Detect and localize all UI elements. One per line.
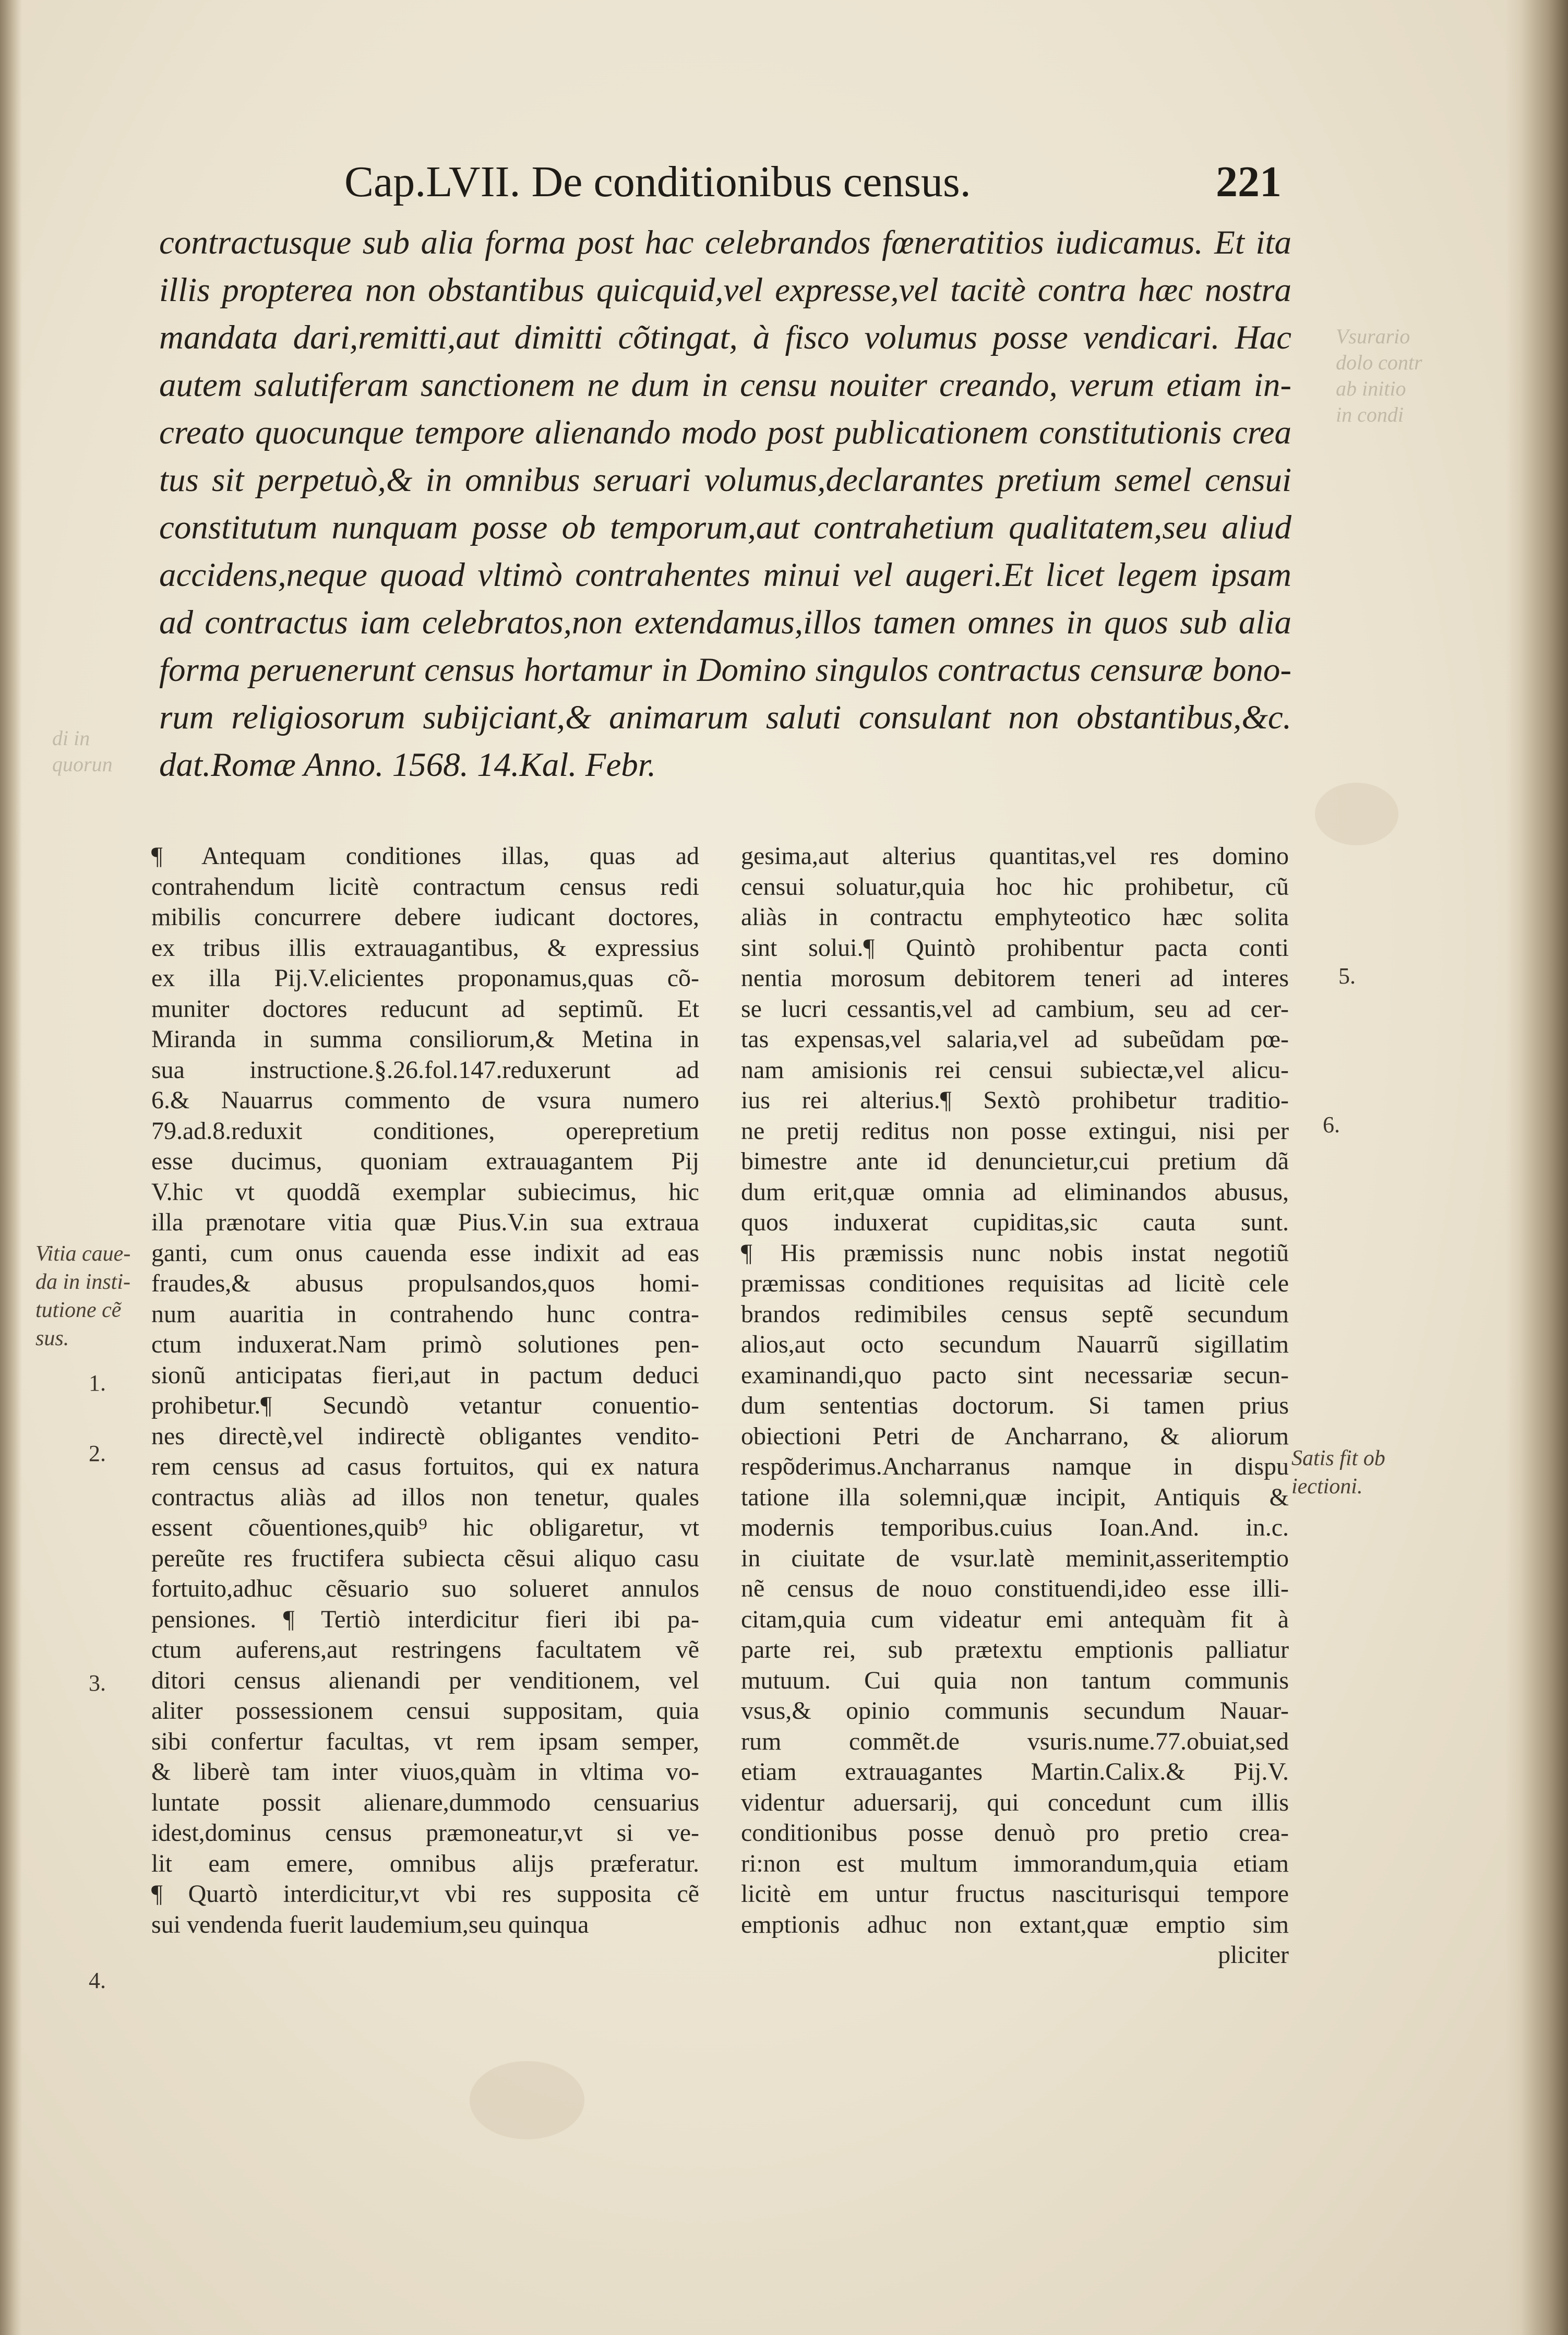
margin-note-line: iectioni. [1291,1475,1363,1499]
right-column-line: conditionibus posse denuò pro pretio crea- [741,1819,1289,1847]
left-column-line: aliter possessionem censui suppositam, quia [151,1697,699,1725]
right-column-line: licitè em untur fructus nasciturisqui tempore [741,1880,1289,1908]
left-column-line: ¶ Antequam conditiones illas, quas ad [151,842,699,870]
margin-number-5: 5. [1338,963,1356,989]
margin-note-vitia [35,1240,130,1352]
page-right-edge-shadow [1505,0,1568,2335]
left-column-line: esse ducimus, quoniam extrauagantem Pij [151,1147,699,1175]
right-column-line: gesima,aut alterius quantitas,vel res domino [741,842,1289,870]
left-column-line: mibilis concurrere debere iudicant doctores, [151,903,699,931]
right-column-line: bimestre ante id denuncietur,cui pretium dã [741,1147,1289,1175]
decree-line: constitutum nunquam posse ob temporum,aut contrahetium qualitatem,seu aliud [159,509,1291,546]
right-column-line: ri:non est multum immorandum,quia etiam [741,1849,1289,1877]
right-column-line: quos induxerat cupiditas,sic cauta sunt. [741,1208,1289,1236]
left-column-line: contrahendum licitè contractum census redi [151,872,699,901]
right-column-line: respõderimus.Ancharranus namque in dispu [741,1453,1289,1480]
right-column-line: mutuum. Cui quia non tantum communis [741,1666,1289,1694]
right-column-line: censui soluatur,quia hoc hic prohibetur, cũ [741,872,1289,901]
left-column-line: essent cõuentiones,quib⁹ hic obligaretur, vt [151,1514,699,1541]
right-column-line: tas expensas,vel salaria,vel ad subeũdam pœ- [741,1025,1289,1053]
left-column-line: V.hic vt quoddã exemplar subiecimus, hic [151,1178,699,1206]
right-column-line: videntur aduersarij, qui concedunt cum illis [741,1788,1289,1816]
left-column-line: num auaritia in contrahendo hunc contra- [151,1300,699,1328]
left-column-line: pereũte res fructifera subiecta cẽsui aliquo casu [151,1544,699,1572]
margin-number-4: 4. [89,1968,106,1993]
left-column-line: illa prænotare vitia quæ Pius.V.in sua extraua [151,1208,699,1236]
margin-note-line: tutione cẽ [35,1298,122,1322]
right-column-line: dum erit,quæ omnia ad eliminandos abusus, [741,1178,1289,1206]
right-column-line: ius rei alterius.¶ Sextò prohibetur traditio- [741,1086,1289,1114]
right-column-line: tatione illa solemni,quæ incipit, Antiquis & [741,1483,1289,1511]
left-column-line: ganti, cum onus cauenda esse indixit ad eas [151,1239,699,1267]
right-column-line: se lucri cessantis,vel ad cambium, seu ad cer- [741,995,1289,1023]
left-column-line: contractus aliàs ad illos non tenetur, quales [151,1483,699,1511]
left-column-line: nes directè,vel indirectè obligantes vendito- [151,1422,699,1450]
decree-line: accidens,neque quoad vltimò contrahentes minui vel augeri.Et licet legem ipsam [159,556,1291,594]
decree-line: autem salutiferam sanctionem ne dum in censu nouiter creando, verum etiam in- [159,366,1291,404]
right-column-line: pliciter [1218,1941,1289,1969]
margin-note-line: da in insti- [35,1270,131,1294]
left-column-line: lit eam emere, omnibus alijs præferatur. [151,1849,699,1877]
margin-number-3: 3. [89,1670,106,1696]
margin-number-6: 6. [1323,1112,1340,1137]
margin-number-1: 1. [89,1370,106,1396]
right-column-line: in ciuitate de vsur.latè meminit,asseritemptio [741,1544,1289,1572]
margin-note-line: Satis fit ob [1291,1446,1385,1470]
left-column-line: ctum auferens,aut restringens facultatem vẽ [151,1636,699,1663]
left-column-line: rem census ad casus fortuitos, qui ex natura [151,1453,699,1480]
right-column-line: examinandi,quo pacto sint necessariæ secun- [741,1361,1289,1389]
bleed-through-text: di in quorun [52,726,113,776]
right-column-line: nam amisionis rei censui subiectæ,vel alicu- [741,1056,1289,1084]
bleed-through-text: Vsurario dolo contr ab initio in condi [1336,325,1422,426]
left-column-line: pensiones. ¶ Tertiò interdicitur fieri ibi pa- [151,1605,699,1633]
right-column-line: brandos redimibiles census septẽ secundum [741,1300,1289,1328]
right-text-column [741,841,1289,1971]
right-column-line: parte rei, sub prætextu emptionis palliatur [741,1636,1289,1663]
right-column-line: aliàs in contractu emphyteotico hæc solita [741,903,1289,931]
right-column-line: alios,aut octo secundum Nauarrũ sigillatim [741,1331,1289,1358]
right-column-line: emptionis adhuc non extant,quæ emptio sim [741,1910,1289,1938]
decree-line: dat.Romæ Anno. 1568. 14.Kal. Febr. [159,746,656,784]
right-column-line: citam,quia cum videatur emi antequàm fit à [741,1605,1289,1633]
page-left-edge-shadow [0,0,22,2335]
left-column-line: prohibetur.¶ Secundò vetantur conuentio- [151,1392,699,1419]
left-column-line: ¶ Quartò interdicitur,vt vbi res supposita cẽ [151,1880,699,1908]
decree-line: creato quocunque tempore alienando modo post publicationem constitutionis crea [159,414,1291,451]
right-column-line: obiectioni Petri de Ancharrano, & aliorum [741,1422,1289,1450]
left-column-line: ctum induxerat.Nam primò solutiones pen- [151,1331,699,1358]
left-column-line: luntate possit alienare,dummodo censuarius [151,1788,699,1816]
left-column-line: fraudes,& abusus propulsandos,quos homi- [151,1270,699,1297]
left-column-line: & liberè tam inter viuos,quàm in vltima vo- [151,1758,699,1786]
decree-line: contractusque sub alia forma post hac celebrandos fœneratitios iudicamus. Et ita [159,224,1291,261]
decree-text-block [159,219,1291,789]
decree-line: forma peruenerunt census hortamur in Domino singulos contractus censuræ bono- [159,651,1291,689]
left-column-line: muniter doctores reducunt ad septimũ. Et [151,995,699,1023]
right-column-line: modernis temporibus.cuius Ioan.And. in.c. [741,1514,1289,1541]
left-column-line: sibi confertur facultas, vt rem ipsam semper, [151,1727,699,1755]
right-column-line: etiam extrauagantes Martin.Calix.& Pij.V. [741,1758,1289,1786]
left-column-line: sui vendenda fuerit laudemium,seu quinqua [151,1910,589,1938]
right-column-line: nẽ census de nouo constituendi,ideo esse illi- [741,1575,1289,1602]
right-column-line: præmissas conditiones requisitas ad licitè cele [741,1270,1289,1297]
chapter-title: Cap.LVII. De conditionibus census. [344,158,971,206]
right-column-line: vsus,& opinio communis secundum Nauar- [741,1697,1289,1725]
decree-line: ad contractus iam celebratos,non extendamus,illos tamen omnes in quos sub alia [159,604,1291,641]
margin-note-line: Vitia caue- [35,1242,131,1266]
left-column-line: sua instructione.§.26.fol.147.reduxerunt ad [151,1056,699,1084]
left-column-line: fortuito,adhuc cẽsuario suo solueret annulos [151,1575,699,1602]
left-column-line: ex tribus illis extrauagantibus, & expressius [151,933,699,962]
paper-stain [470,2061,584,2139]
paper-stain [1315,783,1398,845]
left-column-line: ditori census alienandi per venditionem, vel [151,1666,699,1694]
decree-line: rum religiosorum subijciant,& animarum saluti consulant non obstantibus,&c. [159,699,1291,736]
left-column-line: idest,dominus census præmoneatur,vt si ve- [151,1819,699,1847]
left-column-line: Miranda in summa consiliorum,& Metina in [151,1025,699,1053]
decree-line: mandata dari,remitti,aut dimitti cõtingat, à fisco volumus posse vendicari. Hac [159,319,1291,356]
margin-note-satis [1291,1444,1385,1501]
left-column-line: sionũ anticipatas fieri,aut in pactum deduci [151,1361,699,1389]
right-column-line: dum sententias doctorum. Si tamen prius [741,1392,1289,1419]
left-column-line: 6.& Nauarrus commento de vsura numero [151,1086,699,1114]
decree-line: illis propterea non obstantibus quicquid,vel expresse,vel tacitè contra hæc nostra [159,271,1291,309]
margin-number-2: 2. [89,1441,106,1466]
left-text-column [151,841,699,1940]
left-column-line: ex illa Pij.V.elicientes proponamus,quas cõ- [151,964,699,992]
running-header [344,146,1284,219]
right-column-line: ne pretij reditus non posse extingui, nisi per [741,1117,1289,1145]
decree-line: tus sit perpetuò,& in omnibus seruari volumus,declarantes pretium semel censui [159,461,1291,499]
page-number: 221 [1216,158,1282,206]
left-column-line: 79.ad.8.reduxit conditiones, operepretium [151,1117,699,1145]
right-column-line: rum commẽt.de vsuris.nume.77.obuiat,sed [741,1727,1289,1755]
right-column-line: ¶ His præmissis nunc nobis instat negotiũ [741,1239,1289,1267]
margin-note-line: sus. [35,1326,69,1350]
right-column-line: sint solui.¶ Quintò prohibentur pacta conti [741,933,1289,962]
right-column-line: nentia morosum debitorem teneri ad interes [741,964,1289,992]
